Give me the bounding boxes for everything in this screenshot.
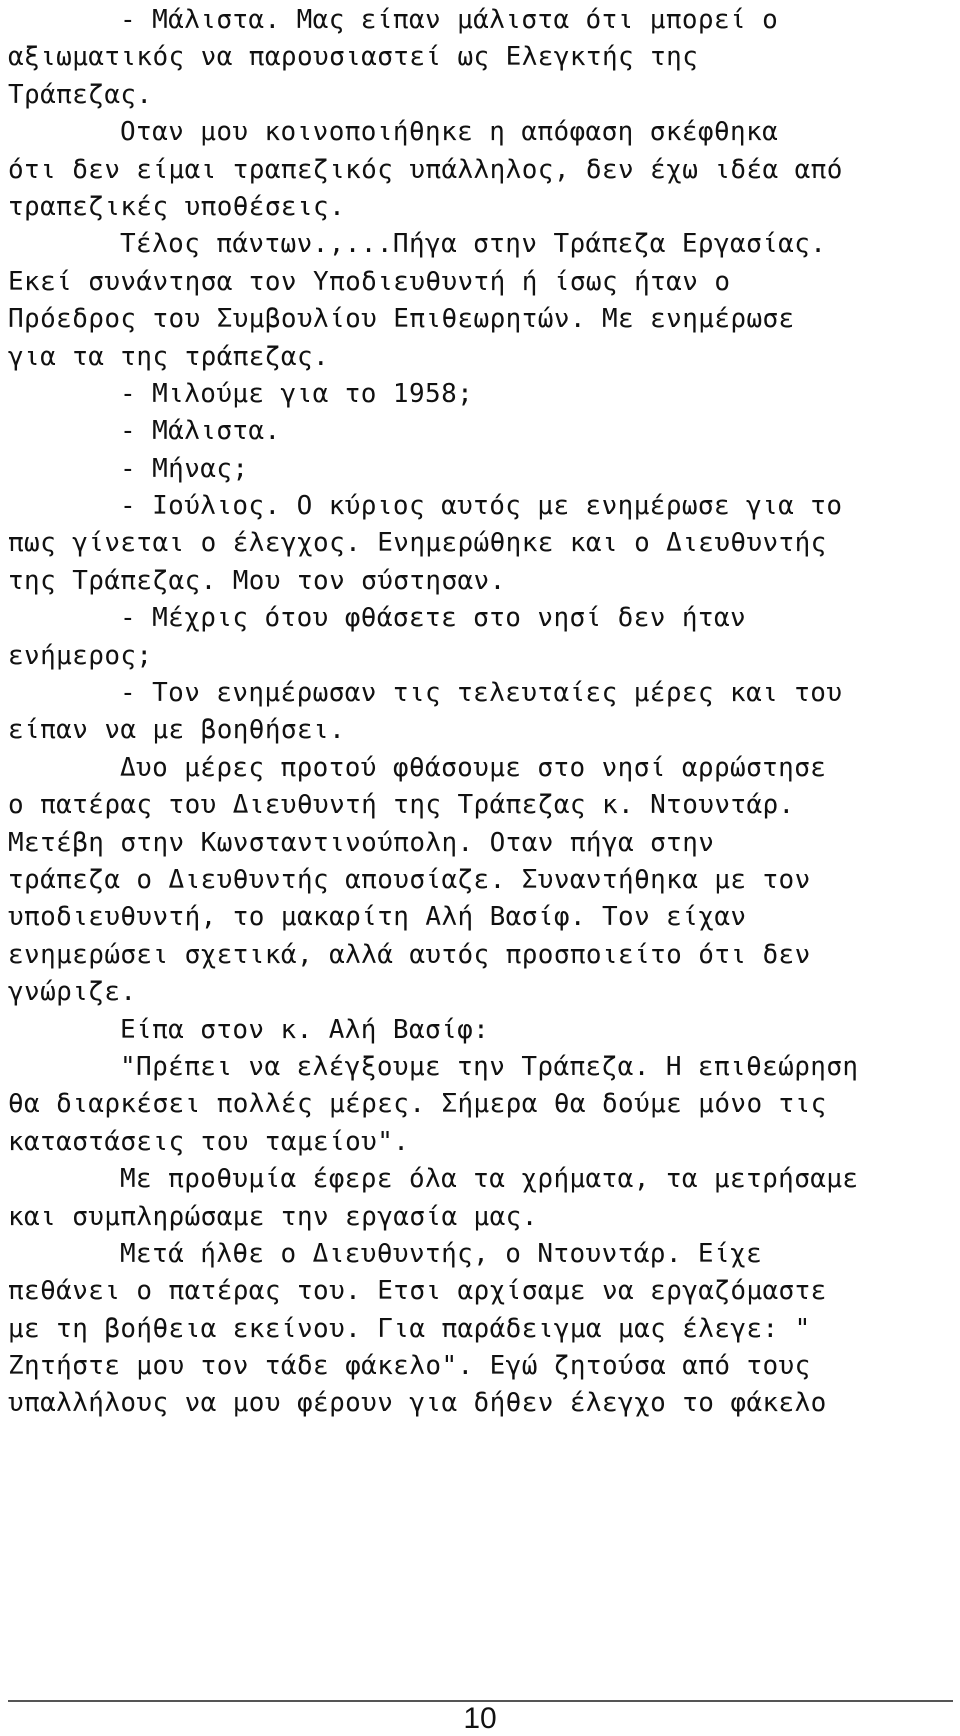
text-line: υποδιευθυντή, το μακαρίτη Αλή Βασίφ. Τον είχαν bbox=[8, 902, 747, 933]
text-line: πως γίνεται ο έλεγχος. Ενημερώθηκε και ο Διευθυντής bbox=[8, 528, 827, 559]
text-line: Είπα στον κ. Αλή Βασίφ: bbox=[120, 1014, 490, 1045]
body-text bbox=[8, 2, 956, 1423]
text-line: Τέλος πάντων.,...Πήγα στην Τράπεζα Εργασίας. bbox=[120, 229, 827, 260]
text-line: - Μέχρις ότου φθάσετε στο νησί δεν ήταν bbox=[120, 603, 747, 634]
text-line: για τα της τράπεζας. bbox=[8, 341, 330, 372]
text-line: με τη βοήθεια εκείνου. Για παράδειγμα μας έλεγε: " bbox=[8, 1313, 811, 1344]
text-line: τράπεζα ο Διευθυντής απουσίαζε. Συναντήθηκα με τον bbox=[8, 864, 811, 895]
text-line: Με προθυμία έφερε όλα τα χρήματα, τα μετρήσαμε bbox=[120, 1164, 859, 1195]
text-line: τραπεζικές υποθέσεις. bbox=[8, 191, 346, 222]
text-line: θα διαρκέσει πολλές μέρες. Σήμερα θα δούμε μόνο τις bbox=[8, 1089, 827, 1120]
text-line: Δυο μέρες προτού φθάσουμε στο νησί αρρώστησε bbox=[120, 752, 827, 783]
page-number: 10 bbox=[463, 1702, 497, 1735]
text-line: "Πρέπει να ελέγξουμε την Τράπεζα. Η επιθεώρηση bbox=[120, 1051, 859, 1082]
text-line: και συμπληρώσαμε την εργασία μας. bbox=[8, 1201, 538, 1232]
text-line: - Μάλιστα. bbox=[120, 416, 281, 447]
text-line: ενήμερος; bbox=[8, 640, 153, 671]
text-line: ενημερώσει σχετικά, αλλά αυτός προσποιείτο ότι δεν bbox=[8, 939, 811, 970]
text-line: Μετά ήλθε ο Διευθυντής, ο Ντουντάρ. Είχε bbox=[120, 1238, 763, 1269]
text-line: - Ιούλιος. Ο κύριος αυτός με ενημέρωσε για το bbox=[120, 491, 843, 522]
text-line: - Μιλούμε για το 1958; bbox=[120, 378, 474, 409]
text-line: Ζητήστε μου τον τάδε φάκελο". Εγώ ζητούσα από τους bbox=[8, 1351, 811, 1382]
text-line: αξιωματικός να παρουσιαστεί ως Ελεγκτής της bbox=[8, 42, 699, 73]
text-line: καταστάσεις του ταμείου". bbox=[8, 1126, 410, 1157]
text-line: ότι δεν είμαι τραπεζικός υπάλληλος, δεν έχω ιδέα από bbox=[8, 154, 843, 185]
text-line: ο πατέρας του Διευθυντή της Τράπεζας κ. Ντουντάρ. bbox=[8, 790, 795, 821]
text-line: γνώριζε. bbox=[8, 977, 137, 1008]
text-line: της Τράπεζας. Μου τον σύστησαν. bbox=[8, 565, 506, 596]
text-line: Μετέβη στην Κωνσταντινούπολη. Οταν πήγα στην bbox=[8, 827, 715, 858]
text-line: πεθάνει ο πατέρας του. Ετσι αρχίσαμε να εργαζόμαστε bbox=[8, 1276, 827, 1307]
text-line: Εκεί συνάντησα τον Υποδιευθυντή ή ίσως ήταν ο bbox=[8, 266, 731, 297]
text-line: Τράπεζας. bbox=[8, 79, 153, 110]
text-line: είπαν να με βοηθήσει. bbox=[8, 715, 346, 746]
text-line: Οταν μου κοινοποιήθηκε η απόφαση σκέφθηκα bbox=[120, 117, 779, 148]
text-line: Πρόεδρος του Συμβουλίου Επιθεωρητών. Με ενημέρωσε bbox=[8, 304, 795, 335]
text-line: - Μήνας; bbox=[120, 453, 249, 484]
text-line: υπαλλήλους να μου φέρουν για δήθεν έλεγχο το φάκελο bbox=[8, 1388, 827, 1419]
text-line: - Τον ενημέρωσαν τις τελευταίες μέρες και του bbox=[120, 678, 843, 709]
text-line: - Μάλιστα. Μας είπαν μάλιστα ότι μπορεί ο bbox=[120, 5, 779, 35]
